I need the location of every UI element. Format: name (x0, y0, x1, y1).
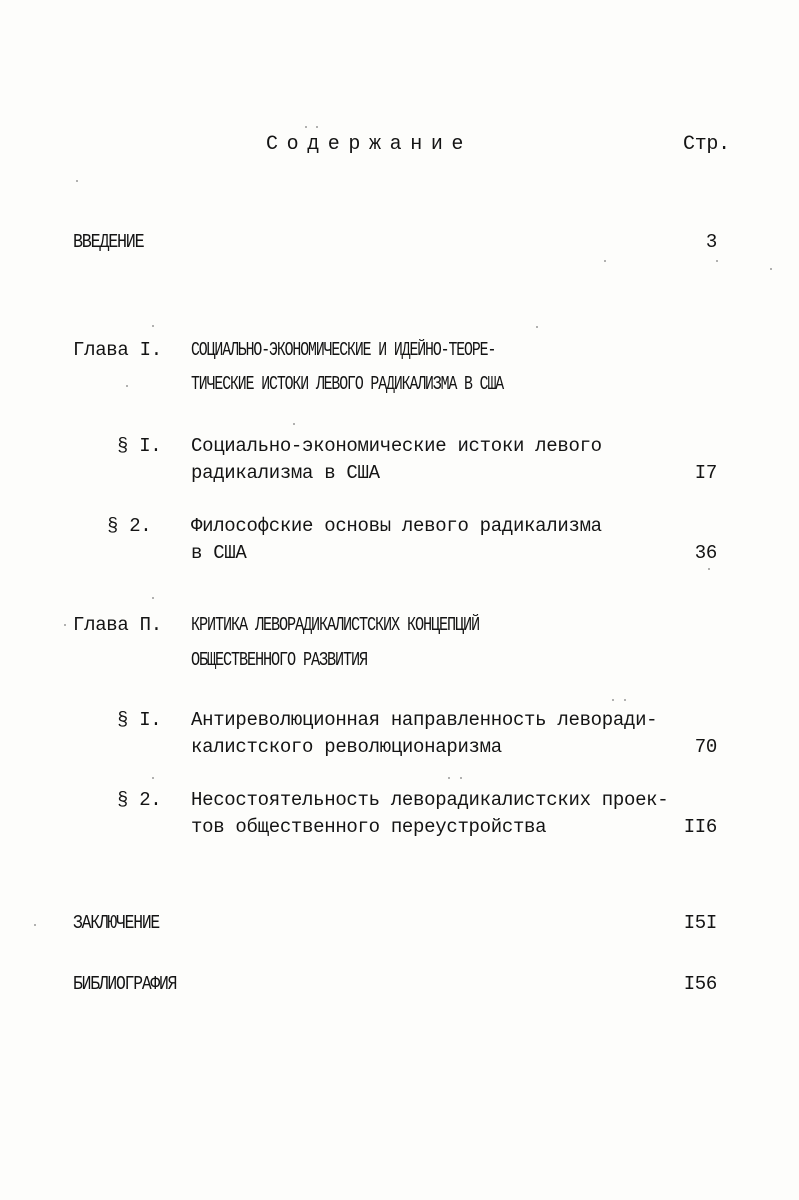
chapter-2-section-2-label: § 2. (117, 789, 162, 811)
chapter-2-section-2-line2: тов общественного переустройства (191, 816, 547, 838)
scan-speck (305, 126, 307, 128)
chapter-1-section-2-line1: Философские основы левого радикализма (191, 515, 602, 537)
chapter-2-section-2-page: II6 (683, 816, 717, 838)
scan-speck (126, 385, 128, 387)
scan-speck (152, 777, 154, 779)
scan-speck (770, 268, 772, 270)
chapter-2-section-1-line1: Антиреволюционная направленность леворади- (191, 709, 658, 731)
toc-intro-page: 3 (705, 231, 717, 253)
chapter-2-label: Глава П. (73, 614, 162, 636)
toc-conclusion-label: ЗАКЛЮЧЕНИЕ (73, 912, 160, 934)
chapter-1-section-1-line1: Социально-экономические истоки левого (191, 435, 602, 457)
chapter-2-section-1-line2: калистского революционаризма (191, 736, 502, 758)
chapter-1-title-line2: ТИЧЕСКИЕ ИСТОКИ ЛЕВОГО РАДИКАЛИЗМА В США (191, 373, 504, 395)
chapter-1-section-1-label: § I. (117, 435, 162, 457)
scan-speck (624, 699, 626, 701)
chapter-2-title-line1: КРИТИКА ЛЕВОРАДИКАЛИСТСКИХ КОНЦЕПЦИЙ (191, 614, 480, 636)
scan-speck (604, 260, 606, 262)
chapter-1-section-1-line2: радикализма в США (191, 462, 380, 484)
page-title: Содержание (266, 133, 473, 156)
chapter-1-section-2-page: 36 (694, 542, 717, 564)
scan-speck (448, 777, 450, 779)
chapter-2-section-2-line1: Несостоятельность леворадикалистских проек- (191, 789, 669, 811)
scan-speck (716, 260, 718, 262)
toc-intro-label: ВВЕДЕНИЕ (73, 231, 144, 253)
toc-bibliography-page: I56 (683, 973, 717, 995)
scan-speck (316, 126, 318, 128)
chapter-1-section-2-label: § 2. (107, 515, 152, 537)
scan-speck (460, 777, 462, 779)
chapter-1-label: Глава I. (73, 339, 162, 361)
toc-bibliography-label: БИБЛИОГРАФИЯ (73, 973, 177, 995)
chapter-2-title-line2: ОБЩЕСТВЕННОГО РАЗВИТИЯ (191, 649, 368, 671)
scan-speck (536, 326, 538, 328)
scan-speck (34, 924, 36, 926)
chapter-1-section-1-page: I7 (694, 462, 717, 484)
page-column-label: Стр. (683, 133, 730, 156)
scan-speck (152, 597, 154, 599)
chapter-2-section-1-page: 70 (694, 736, 717, 758)
chapter-1-section-2-line2: в США (191, 542, 247, 564)
toc-conclusion-page: I5I (683, 912, 717, 934)
scan-speck (293, 423, 295, 425)
scan-speck (76, 180, 78, 182)
scan-speck (64, 624, 66, 626)
chapter-2-section-1-label: § I. (117, 709, 162, 731)
scan-speck (152, 325, 154, 327)
scan-speck (708, 568, 710, 570)
scan-speck (612, 699, 614, 701)
chapter-1-title-line1: СОЦИАЛЬНО-ЭКОНОМИЧЕСКИЕ И ИДЕЙНО-ТЕОРЕ- (191, 339, 496, 361)
